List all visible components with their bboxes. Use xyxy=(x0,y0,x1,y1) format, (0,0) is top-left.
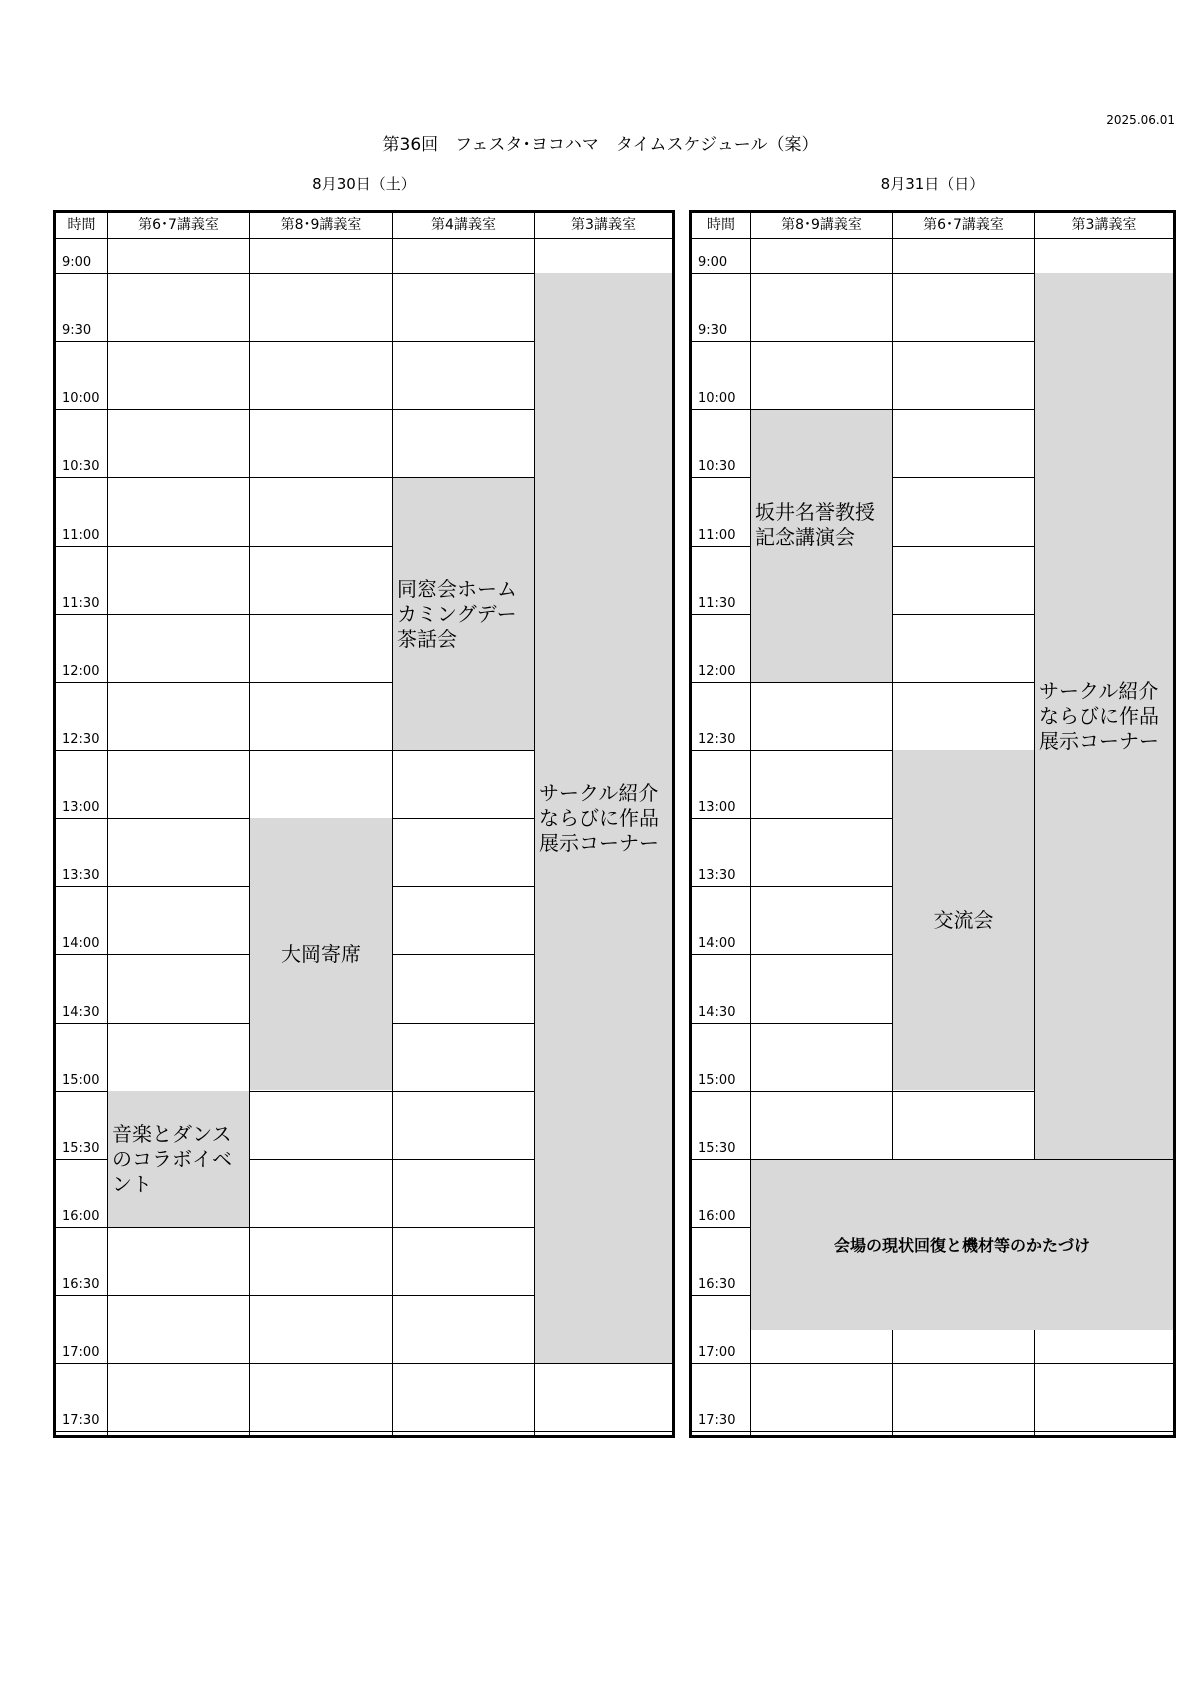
time-label: 13:00 xyxy=(698,800,736,816)
time-label: 12:00 xyxy=(698,663,736,679)
header-room-6-7: 第6･7講義室 xyxy=(107,213,249,238)
document-title: 第36回 フェスタ･ヨコハマ タイムスケジュール（案） xyxy=(382,135,819,155)
event-yose: 大岡寄席 xyxy=(250,818,392,1090)
event-circle-exhibit: サークル紹介 ならびに作品 展示コーナー xyxy=(535,273,672,1363)
header-room-6-7: 第6･7講義室 xyxy=(892,213,1034,238)
time-label: 17:30 xyxy=(62,1413,100,1429)
time-label: 16:00 xyxy=(62,1208,100,1224)
time-label: 16:00 xyxy=(698,1208,736,1224)
time-label: 12:00 xyxy=(62,663,100,679)
time-label: 15:00 xyxy=(62,1072,100,1088)
time-label: 9:00 xyxy=(698,255,728,270)
day1-schedule-grid xyxy=(53,210,675,1438)
event-music-dance: 音楽とダンス のコラボイベ ント xyxy=(108,1091,249,1227)
time-label: 17:00 xyxy=(698,1345,736,1361)
time-label: 14:00 xyxy=(62,936,100,952)
time-label: 16:30 xyxy=(62,1277,100,1293)
time-label: 13:30 xyxy=(698,868,736,884)
time-label: 13:00 xyxy=(62,800,100,816)
date-stamp: 2025.06.01 xyxy=(1106,113,1175,127)
time-label: 11:30 xyxy=(62,595,100,611)
time-label: 9:30 xyxy=(62,323,92,339)
time-label: 10:00 xyxy=(62,391,100,407)
time-label: 11:30 xyxy=(698,595,736,611)
time-label: 17:30 xyxy=(698,1413,736,1429)
event-homecoming: 同窓会ホーム カミングデー 茶話会 xyxy=(393,478,534,750)
header-time: 時間 xyxy=(67,217,96,233)
time-label: 10:30 xyxy=(698,459,736,475)
time-label: 12:30 xyxy=(698,731,736,747)
header-room-8-9: 第8･9講義室 xyxy=(750,213,892,238)
time-label: 16:30 xyxy=(698,1277,736,1293)
time-label: 11:00 xyxy=(698,527,736,543)
time-label: 15:30 xyxy=(698,1140,736,1156)
time-label: 10:00 xyxy=(698,391,736,407)
header-room-3: 第3講義室 xyxy=(534,213,672,238)
day2-header-row xyxy=(692,213,1173,239)
time-label: 14:30 xyxy=(62,1004,100,1020)
time-label: 9:00 xyxy=(62,255,92,270)
event-circle-exhibit: サークル紹介 ならびに作品 展示コーナー xyxy=(1035,273,1173,1159)
day2-title: 8月31日（日） xyxy=(880,175,985,193)
day2-schedule-grid xyxy=(689,210,1176,1438)
header-room-3: 第3講義室 xyxy=(1034,213,1173,238)
time-label: 14:30 xyxy=(698,1004,736,1020)
time-label: 13:30 xyxy=(62,868,100,884)
event-cleanup: 会場の現状回復と機材等のかたづけ xyxy=(751,1160,1173,1330)
day1-header-row xyxy=(56,213,672,239)
event-exchange: 交流会 xyxy=(893,750,1034,1090)
time-label: 15:00 xyxy=(698,1072,736,1088)
header-room-4: 第4講義室 xyxy=(392,213,534,238)
day1-title: 8月30日（土） xyxy=(312,175,416,193)
time-label: 12:30 xyxy=(62,731,100,747)
event-commemorative-lecture: 坂井名誉教授 記念講演会 xyxy=(751,410,892,682)
time-label: 9:30 xyxy=(698,323,728,339)
time-label: 17:00 xyxy=(62,1345,100,1361)
time-label: 15:30 xyxy=(62,1140,100,1156)
time-label: 10:30 xyxy=(62,459,100,475)
header-room-8-9: 第8･9講義室 xyxy=(249,213,392,238)
header-time: 時間 xyxy=(707,217,735,233)
time-label: 14:00 xyxy=(698,936,736,952)
time-label: 11:00 xyxy=(62,527,100,543)
